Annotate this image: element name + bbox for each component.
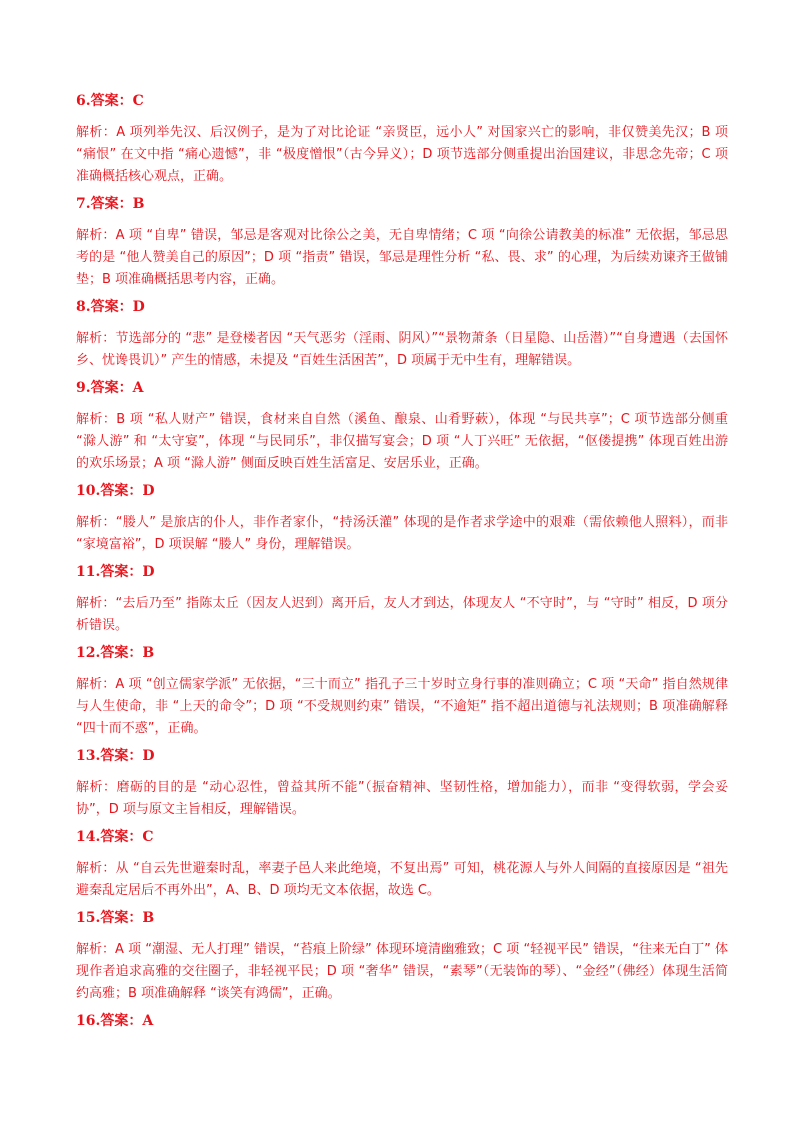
answer-key-content: [76, 92, 728, 1042]
answer-letter: B: [142, 910, 155, 926]
answer-heading: [76, 379, 728, 397]
question-item-15: [76, 909, 728, 1005]
question-item-6: [76, 92, 728, 188]
answer-heading: [76, 92, 728, 110]
analysis-text: 解析：A 项 “潮湿、无人打理” 错误，“苔痕上阶绿” 体现环境清幽雅致；C 项 “轻视平民” 错误，“往来无白丁” 体现作者追求高雅的交往圈子，非轻视平民；D 项 “奢华” 错误，“素琴”（无装饰的琴）、“金经”（佛经）体现生活简约高雅；B 项准确解释 “谈笑有鸿儒”，正确。: [76, 942, 728, 1001]
analysis-text: 解析：“去后乃至” 指陈太丘（因友人迟到）离开后，友人才到达，体现友人 “不守时”，与 “守时” 相反，D 项分析错误。: [76, 596, 728, 633]
question-item-12: [76, 644, 728, 740]
question-item-13: [76, 747, 728, 821]
answer-letter: C: [132, 93, 144, 109]
answer-label: 答案：: [100, 1013, 143, 1029]
question-item-8: [76, 298, 728, 372]
question-number: 8.: [76, 299, 91, 315]
question-number: 15.: [76, 910, 101, 926]
question-number: 11.: [76, 564, 101, 580]
analysis-text: 解析：A 项 “自卑” 错误，邹忌是客观对比徐公之美，无自卑情绪；C 项 “向徐公请教美的标准” 无依据，邹忌思考的是 “他人赞美自己的原因”；D 项 “指责” 错误，邹忌是理性分析 “私、畏、求” 的心理，为后续劝谏齐王做铺垫；B 项准确概括思考内容，正确。: [76, 228, 728, 287]
question-item-7: [76, 195, 728, 291]
question-item-14: [76, 828, 728, 902]
answer-heading: [76, 298, 728, 316]
analysis-text: 解析：从 “自云先世避秦时乱，率妻子邑人来此绝境，不复出焉” 可知，桃花源人与外人间隔的直接原因是 “祖先避秦乱定居后不再外出”，A、B、D 项均无文本依据，故选 C。: [76, 861, 728, 898]
answer-label: 答案：: [100, 748, 143, 764]
answer-letter: D: [142, 748, 155, 764]
question-number: 16.: [76, 1013, 101, 1029]
answer-letter: A: [132, 380, 144, 396]
analysis-text: 解析：B 项 “私人财产” 错误，食材来自自然（溪鱼、酿泉、山肴野蔌），体现 “与民共享”；C 项节选部分侧重 “滁人游” 和 “太守宴”，体现 “与民同乐”，非仅描写宴会；D 项 “人丁兴旺” 无依据，“伛偻提携” 体现百姓出游的欢乐场景；A 项 “滁人游” 侧面反映百姓生活富足、安居乐业，正确。: [76, 412, 728, 471]
answer-heading: [76, 644, 728, 662]
question-number: 6.: [76, 93, 91, 109]
answer-label: 答案：: [100, 564, 143, 580]
analysis-text: 解析：“媵人” 是旅店的仆人，非作者家仆，“持汤沃灌” 体现的是作者求学途中的艰难（需依赖他人照料），而非 “家境富裕”，D 项误解 “媵人” 身份，理解错误。: [76, 515, 728, 552]
answer-heading: [76, 828, 728, 846]
question-number: 7.: [76, 196, 91, 212]
answer-heading: [76, 909, 728, 927]
answer-label: 答案：: [90, 299, 133, 315]
answer-letter: B: [142, 645, 155, 661]
answer-letter: D: [132, 299, 145, 315]
question-item-16: [76, 1012, 728, 1030]
answer-letter: D: [142, 483, 155, 499]
answer-heading: [76, 563, 728, 581]
question-number: 13.: [76, 748, 101, 764]
answer-label: 答案：: [90, 380, 133, 396]
question-number: 10.: [76, 483, 101, 499]
analysis-text: 解析：磨砺的目的是 “动心忍性，曾益其所不能”（振奋精神、坚韧性格，增加能力），而非 “变得软弱，学会妥协”，D 项与原文主旨相反，理解错误。: [76, 780, 728, 817]
question-number: 12.: [76, 645, 101, 661]
question-item-10: [76, 482, 728, 556]
answer-label: 答案：: [90, 93, 133, 109]
answer-heading: [76, 1012, 728, 1030]
answer-label: 答案：: [100, 910, 143, 926]
answer-heading: [76, 482, 728, 500]
question-number: 14.: [76, 829, 101, 845]
question-number: 9.: [76, 380, 91, 396]
answer-letter: A: [142, 1013, 154, 1029]
analysis-text: 解析：节选部分的 “悲” 是登楼者因 “天气恶劣（淫雨、阴风）”“景物萧条（日星隐、山岳潜）”“自身遭遇（去国怀乡、忧谗畏讥）” 产生的情感，未提及 “百姓生活困苦”，D 项属于无中生有，理解错误。: [76, 331, 728, 368]
answer-letter: D: [142, 564, 155, 580]
answer-letter: B: [132, 196, 145, 212]
analysis-text: 解析：A 项 “创立儒家学派” 无依据，“三十而立” 指孔子三十岁时立身行事的准则确立；C 项 “天命” 指自然规律与人生使命，非 “上天的命令”；D 项 “不受规则约束” 错误，“不逾矩” 指不超出道德与礼法规则；B 项准确解释 “四十而不惑”，正确。: [76, 677, 728, 736]
analysis-text: 解析：A 项列举先汉、后汉例子，是为了对比论证 “亲贤臣，远小人” 对国家兴亡的影响，非仅赞美先汉；B 项 “痛恨” 在文中指 “痛心遗憾”，非 “极度憎恨”（古今异义）；D 项节选部分侧重提出治国建议，非思念先帝；C 项准确概括核心观点，正确。: [76, 125, 728, 184]
answer-label: 答案：: [100, 483, 143, 499]
answer-heading: [76, 747, 728, 765]
answer-label: 答案：: [90, 196, 133, 212]
answer-label: 答案：: [100, 645, 143, 661]
answer-label: 答案：: [100, 829, 143, 845]
answer-letter: C: [142, 829, 154, 845]
question-item-9: [76, 379, 728, 475]
answer-heading: [76, 195, 728, 213]
question-item-11: [76, 563, 728, 637]
